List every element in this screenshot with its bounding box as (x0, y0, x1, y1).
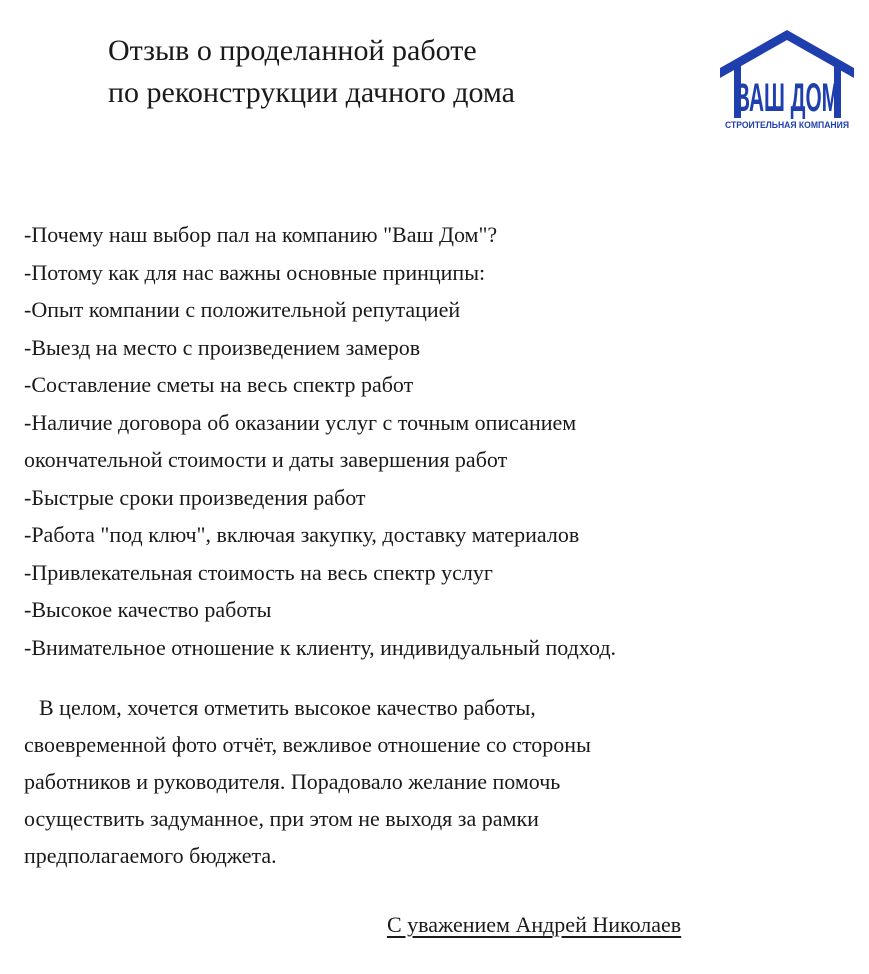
summary-paragraph (24, 689, 854, 874)
title-line-2: по реконструкции дачного дома (108, 76, 515, 109)
list-line: -Высокое качество работы (24, 597, 272, 622)
logo-tagline: СТРОИТЕЛЬНАЯ КОМПАНИЯ (725, 120, 849, 130)
list-line: -Быстрые сроки произведения работ (24, 484, 366, 510)
list-line: -Почему наш выбор пал на компанию "Ваш Дом"? (24, 222, 498, 247)
list-line: -Составление сметы на весь спектр работ (24, 372, 414, 397)
list-line: -Потому как для нас важны основные принципы: (24, 259, 486, 285)
signature: С уважением Андрей Николаев (387, 912, 682, 937)
list-line: -Внимательное отношение к клиенту, индивидуальный подход. (24, 634, 617, 660)
paragraph-line: осуществить задуманное, при этом не выходя за рамки (24, 806, 539, 831)
paragraph-line: предполагаемого бюджета. (24, 843, 277, 868)
page-title (108, 30, 668, 114)
list-line: -Опыт компании с положительной репутацией (24, 297, 461, 322)
list-line: -Наличие договора об оказании услуг с точным описанием (24, 409, 577, 435)
paragraph-line: своевременной фото отчёт, вежливое отношение со стороны (24, 732, 591, 757)
list-line: -Работа "под ключ", включая закупку, доставку материалов (24, 522, 580, 547)
company-logo (716, 24, 858, 136)
paragraph-line: работников и руководителя. Порадовало желание помочь (24, 769, 561, 794)
list-line: -Выезд на место с произведением замеров (24, 334, 421, 360)
review-list (24, 216, 854, 666)
title-line-1: Отзыв о проделанной работе (108, 34, 477, 67)
paragraph-line: В целом, хочется отметить высокое качество работы, (39, 695, 536, 720)
list-line: окончательной стоимости и даты завершения работ (24, 447, 508, 472)
list-line: -Привлекательная стоимость на весь спектр услуг (24, 559, 493, 585)
logo-name: ВАШ ДОМ (735, 76, 839, 120)
